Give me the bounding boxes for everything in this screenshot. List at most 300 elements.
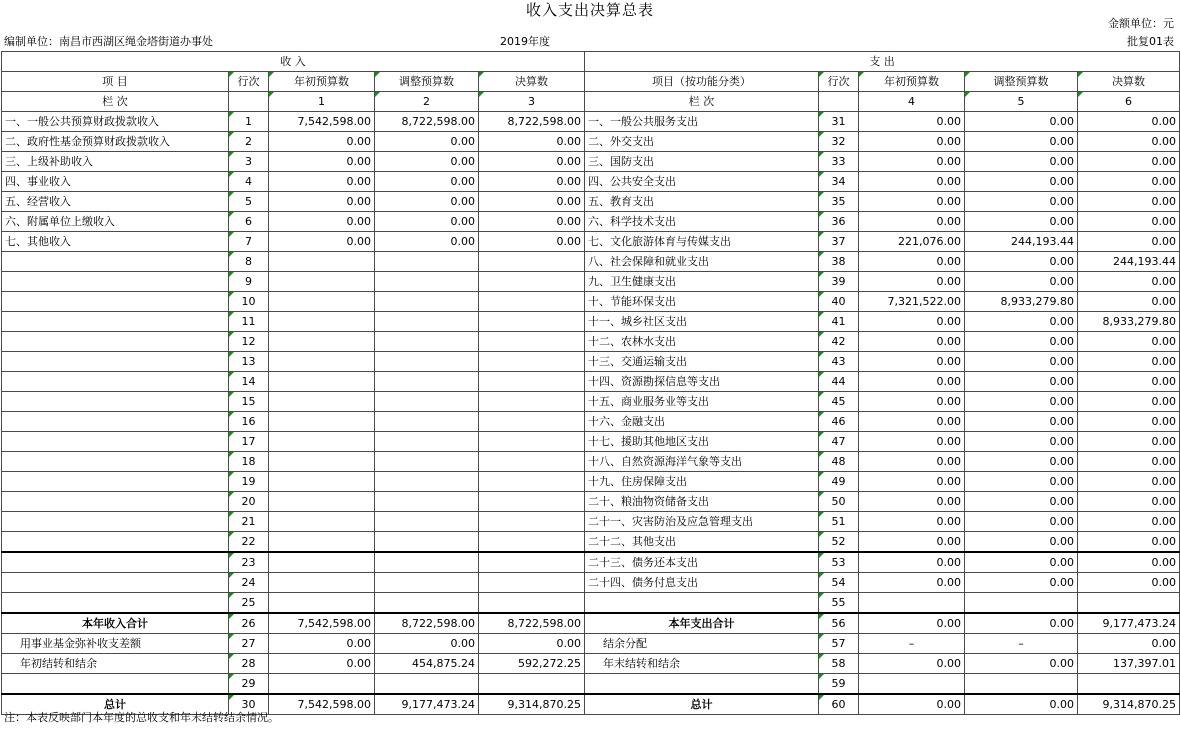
col-header-final: 决算数 bbox=[1078, 72, 1180, 92]
income-initial-budget: 7,542,598.00 bbox=[269, 694, 375, 715]
col-header-initial-budget: 年初预算数 bbox=[859, 72, 965, 92]
table-row bbox=[2, 212, 1180, 232]
currency-unit: 金额单位：元 bbox=[1108, 17, 1174, 30]
expense-initial-budget: 0.00 bbox=[859, 613, 965, 634]
income-final bbox=[479, 352, 585, 372]
income-adjusted-budget: 8,722,598.00 bbox=[375, 613, 479, 634]
expense-adjusted-budget: 244,193.44 bbox=[965, 232, 1078, 252]
expense-final: 0.00 bbox=[1078, 472, 1180, 492]
expense-row-no: 59 bbox=[819, 674, 859, 695]
col-index-3: 3 bbox=[479, 92, 585, 112]
expense-row-no: 57 bbox=[819, 634, 859, 654]
col-header-item-func: 项目（按功能分类） bbox=[585, 72, 819, 92]
col-header-row-no: 行次 bbox=[819, 72, 859, 92]
income-final bbox=[479, 492, 585, 512]
income-final bbox=[479, 552, 585, 573]
expense-group-header: 支 出 bbox=[585, 52, 1180, 72]
expense-row-no: 56 bbox=[819, 613, 859, 634]
expense-final: 244,193.44 bbox=[1078, 252, 1180, 272]
expense-adjusted-budget: 0.00 bbox=[965, 654, 1078, 674]
expense-final: 0.00 bbox=[1078, 112, 1180, 132]
income-item: 四、事业收入 bbox=[2, 172, 229, 192]
expense-item: 总计 bbox=[585, 694, 819, 715]
expense-initial-budget: 0.00 bbox=[859, 172, 965, 192]
expense-final: 0.00 bbox=[1078, 192, 1180, 212]
income-item bbox=[2, 432, 229, 452]
expense-row-no: 48 bbox=[819, 452, 859, 472]
income-row-no: 13 bbox=[229, 352, 269, 372]
table-row bbox=[2, 512, 1180, 532]
income-row-no: 18 bbox=[229, 452, 269, 472]
expense-adjusted-budget: 0.00 bbox=[965, 432, 1078, 452]
expense-item: 五、教育支出 bbox=[585, 192, 819, 212]
expense-row-no: 51 bbox=[819, 512, 859, 532]
table-row bbox=[2, 532, 1180, 553]
income-initial-budget: 0.00 bbox=[269, 232, 375, 252]
income-initial-budget: 0.00 bbox=[269, 132, 375, 152]
expense-initial-budget: 0.00 bbox=[859, 552, 965, 573]
expense-adjusted-budget: 0.00 bbox=[965, 532, 1078, 553]
expense-final: 8,933,279.80 bbox=[1078, 312, 1180, 332]
expense-item: 本年支出合计 bbox=[585, 613, 819, 634]
income-adjusted-budget bbox=[375, 252, 479, 272]
income-item bbox=[2, 512, 229, 532]
expense-item: 十五、商业服务业等支出 bbox=[585, 392, 819, 412]
income-item: 五、经营收入 bbox=[2, 192, 229, 212]
expense-final: 0.00 bbox=[1078, 432, 1180, 452]
income-adjusted-budget: 0.00 bbox=[375, 152, 479, 172]
expense-final: 0.00 bbox=[1078, 392, 1180, 412]
income-row-no: 11 bbox=[229, 312, 269, 332]
income-expense-table bbox=[1, 51, 1180, 715]
expense-final bbox=[1078, 593, 1180, 614]
income-adjusted-budget: 454,875.24 bbox=[375, 654, 479, 674]
income-item: 年初结转和结余 bbox=[2, 654, 229, 674]
income-initial-budget bbox=[269, 252, 375, 272]
expense-row-no: 39 bbox=[819, 272, 859, 292]
income-item bbox=[2, 452, 229, 472]
expense-initial-budget: 0.00 bbox=[859, 192, 965, 212]
table-row bbox=[2, 132, 1180, 152]
col-index-6: 6 bbox=[1078, 92, 1180, 112]
income-final: 0.00 bbox=[479, 132, 585, 152]
expense-row-no: 55 bbox=[819, 593, 859, 614]
income-initial-budget bbox=[269, 272, 375, 292]
income-row-no: 4 bbox=[229, 172, 269, 192]
income-item bbox=[2, 492, 229, 512]
table-row bbox=[2, 654, 1180, 674]
income-item bbox=[2, 272, 229, 292]
expense-item: 十三、交通运输支出 bbox=[585, 352, 819, 372]
income-item bbox=[2, 292, 229, 312]
col-header-row-no: 行次 bbox=[229, 72, 269, 92]
table-row bbox=[2, 674, 1180, 695]
expense-row-no: 47 bbox=[819, 432, 859, 452]
income-item: 本年收入合计 bbox=[2, 613, 229, 634]
expense-row-no: 46 bbox=[819, 412, 859, 432]
expense-row-no: 42 bbox=[819, 332, 859, 352]
income-adjusted-budget: 0.00 bbox=[375, 132, 479, 152]
expense-initial-budget: 0.00 bbox=[859, 573, 965, 593]
expense-row-no: 32 bbox=[819, 132, 859, 152]
income-final bbox=[479, 512, 585, 532]
expense-final: 0.00 bbox=[1078, 212, 1180, 232]
expense-final: 0.00 bbox=[1078, 232, 1180, 252]
income-item bbox=[2, 472, 229, 492]
income-adjusted-budget bbox=[375, 532, 479, 553]
income-item bbox=[2, 573, 229, 593]
table-row bbox=[2, 352, 1180, 372]
income-row-no: 28 bbox=[229, 654, 269, 674]
expense-item: 十九、住房保障支出 bbox=[585, 472, 819, 492]
table-row bbox=[2, 593, 1180, 614]
income-row-no: 9 bbox=[229, 272, 269, 292]
table-row bbox=[2, 292, 1180, 312]
table-row bbox=[2, 112, 1180, 132]
income-row-no: 30 bbox=[229, 694, 269, 715]
income-item: 二、政府性基金预算财政拨款收入 bbox=[2, 132, 229, 152]
income-row-no: 24 bbox=[229, 573, 269, 593]
col-header-item: 项 目 bbox=[2, 72, 229, 92]
expense-adjusted-budget: 0.00 bbox=[965, 492, 1078, 512]
expense-initial-budget: 0.00 bbox=[859, 492, 965, 512]
income-adjusted-budget bbox=[375, 272, 479, 292]
expense-final: 9,177,473.24 bbox=[1078, 613, 1180, 634]
expense-adjusted-budget: 0.00 bbox=[965, 152, 1078, 172]
income-initial-budget bbox=[269, 332, 375, 352]
income-initial-budget: 0.00 bbox=[269, 212, 375, 232]
income-final bbox=[479, 452, 585, 472]
expense-item: 三、国防支出 bbox=[585, 152, 819, 172]
income-final: 0.00 bbox=[479, 152, 585, 172]
expense-initial-budget: 0.00 bbox=[859, 272, 965, 292]
expense-item: 二、外交支出 bbox=[585, 132, 819, 152]
expense-item: 九、卫生健康支出 bbox=[585, 272, 819, 292]
income-row-no: 12 bbox=[229, 332, 269, 352]
expense-row-no: 34 bbox=[819, 172, 859, 192]
col-label: 栏 次 bbox=[585, 92, 819, 112]
expense-item: 二十、粮油物资储备支出 bbox=[585, 492, 819, 512]
income-row-no: 26 bbox=[229, 613, 269, 634]
expense-adjusted-budget bbox=[965, 593, 1078, 614]
expense-adjusted-budget: 8,933,279.80 bbox=[965, 292, 1078, 312]
income-initial-budget bbox=[269, 573, 375, 593]
expense-final: 0.00 bbox=[1078, 272, 1180, 292]
income-final bbox=[479, 412, 585, 432]
expense-row-no: 40 bbox=[819, 292, 859, 312]
expense-final: 0.00 bbox=[1078, 372, 1180, 392]
expense-initial-budget: 0.00 bbox=[859, 212, 965, 232]
expense-adjusted-budget: 0.00 bbox=[965, 613, 1078, 634]
income-row-no: 1 bbox=[229, 112, 269, 132]
table-row bbox=[2, 392, 1180, 412]
income-row-no: 15 bbox=[229, 392, 269, 412]
income-adjusted-budget bbox=[375, 452, 479, 472]
expense-final: 0.00 bbox=[1078, 532, 1180, 553]
expense-initial-budget: 221,076.00 bbox=[859, 232, 965, 252]
expense-final: 9,314,870.25 bbox=[1078, 694, 1180, 715]
income-row-no: 10 bbox=[229, 292, 269, 312]
income-final: 0.00 bbox=[479, 232, 585, 252]
income-initial-budget bbox=[269, 472, 375, 492]
expense-item: 十、节能环保支出 bbox=[585, 292, 819, 312]
table-row bbox=[2, 152, 1180, 172]
income-row-no: 16 bbox=[229, 412, 269, 432]
income-adjusted-budget bbox=[375, 674, 479, 695]
income-adjusted-budget: 0.00 bbox=[375, 232, 479, 252]
income-item: 三、上级补助收入 bbox=[2, 152, 229, 172]
income-initial-budget: 0.00 bbox=[269, 192, 375, 212]
expense-item: 二十三、债务还本支出 bbox=[585, 552, 819, 573]
income-adjusted-budget bbox=[375, 292, 479, 312]
income-row-no: 2 bbox=[229, 132, 269, 152]
col-header-adjusted-budget: 调整预算数 bbox=[965, 72, 1078, 92]
expense-item bbox=[585, 674, 819, 695]
income-final bbox=[479, 432, 585, 452]
income-final bbox=[479, 674, 585, 695]
col-header-initial-budget: 年初预算数 bbox=[269, 72, 375, 92]
col-label: 栏 次 bbox=[2, 92, 229, 112]
expense-row-no: 36 bbox=[819, 212, 859, 232]
expense-item: 七、文化旅游体育与传媒支出 bbox=[585, 232, 819, 252]
expense-row-no: 33 bbox=[819, 152, 859, 172]
income-initial-budget bbox=[269, 674, 375, 695]
expense-initial-budget bbox=[859, 674, 965, 695]
expense-adjusted-budget: 0.00 bbox=[965, 172, 1078, 192]
income-initial-budget bbox=[269, 312, 375, 332]
footnote: 注：本表反映部门本年度的总收支和年末结转结余情况。 bbox=[4, 711, 279, 724]
expense-adjusted-budget: 0.00 bbox=[965, 332, 1078, 352]
income-adjusted-budget: 9,177,473.24 bbox=[375, 694, 479, 715]
income-initial-budget: 0.00 bbox=[269, 152, 375, 172]
income-row-no: 5 bbox=[229, 192, 269, 212]
expense-item: 十七、援助其他地区支出 bbox=[585, 432, 819, 452]
expense-initial-budget: 0.00 bbox=[859, 392, 965, 412]
income-final bbox=[479, 332, 585, 352]
col-index-2: 2 bbox=[375, 92, 479, 112]
expense-initial-budget bbox=[859, 593, 965, 614]
col-label-blank bbox=[819, 92, 859, 112]
expense-item: 二十一、灾害防治及应急管理支出 bbox=[585, 512, 819, 532]
income-final bbox=[479, 312, 585, 332]
col-index-4: 4 bbox=[859, 92, 965, 112]
expense-initial-budget: 0.00 bbox=[859, 332, 965, 352]
col-header-adjusted-budget: 调整预算数 bbox=[375, 72, 479, 92]
report-title: 收入支出决算总表 bbox=[525, 1, 654, 19]
expense-item: 结余分配 bbox=[585, 634, 819, 654]
income-adjusted-budget: 0.00 bbox=[375, 192, 479, 212]
table-row bbox=[2, 372, 1180, 392]
income-item: 总计 bbox=[2, 694, 229, 715]
expense-final: 0.00 bbox=[1078, 172, 1180, 192]
income-adjusted-budget: 8,722,598.00 bbox=[375, 112, 479, 132]
income-final: 9,314,870.25 bbox=[479, 694, 585, 715]
expense-final: 0.00 bbox=[1078, 352, 1180, 372]
expense-final: 0.00 bbox=[1078, 492, 1180, 512]
expense-initial-budget: 0.00 bbox=[859, 312, 965, 332]
income-adjusted-budget bbox=[375, 392, 479, 412]
income-initial-budget: 0.00 bbox=[269, 634, 375, 654]
income-adjusted-budget: 0.00 bbox=[375, 634, 479, 654]
expense-item: 十二、农林水支出 bbox=[585, 332, 819, 352]
income-final bbox=[479, 292, 585, 312]
expense-adjusted-budget: 0.00 bbox=[965, 352, 1078, 372]
expense-initial-budget: 0.00 bbox=[859, 252, 965, 272]
expense-initial-budget: 7,321,522.00 bbox=[859, 292, 965, 312]
income-row-no: 19 bbox=[229, 472, 269, 492]
expense-adjusted-budget: 0.00 bbox=[965, 552, 1078, 573]
expense-adjusted-budget: 0.00 bbox=[965, 512, 1078, 532]
expense-final: 0.00 bbox=[1078, 452, 1180, 472]
income-row-no: 14 bbox=[229, 372, 269, 392]
income-adjusted-budget: 0.00 bbox=[375, 172, 479, 192]
income-adjusted-budget bbox=[375, 352, 479, 372]
income-initial-budget bbox=[269, 412, 375, 432]
expense-adjusted-budget: 0.00 bbox=[965, 694, 1078, 715]
income-item: 一、一般公共预算财政拨款收入 bbox=[2, 112, 229, 132]
income-initial-budget bbox=[269, 492, 375, 512]
expense-adjusted-budget: 0.00 bbox=[965, 452, 1078, 472]
income-row-no: 23 bbox=[229, 552, 269, 573]
expense-initial-budget: 0.00 bbox=[859, 132, 965, 152]
income-adjusted-budget bbox=[375, 372, 479, 392]
expense-initial-budget: 0.00 bbox=[859, 694, 965, 715]
expense-final: 0.00 bbox=[1078, 573, 1180, 593]
table-row bbox=[2, 432, 1180, 452]
col-header-final: 决算数 bbox=[479, 72, 585, 92]
expense-adjusted-budget: 0.00 bbox=[965, 412, 1078, 432]
income-item: 七、其他收入 bbox=[2, 232, 229, 252]
income-adjusted-budget bbox=[375, 472, 479, 492]
table-row bbox=[2, 252, 1180, 272]
expense-row-no: 43 bbox=[819, 352, 859, 372]
expense-adjusted-budget: 0.00 bbox=[965, 132, 1078, 152]
income-initial-budget bbox=[269, 452, 375, 472]
income-adjusted-budget bbox=[375, 552, 479, 573]
income-adjusted-budget bbox=[375, 412, 479, 432]
income-final bbox=[479, 372, 585, 392]
expense-final: 0.00 bbox=[1078, 512, 1180, 532]
expense-row-no: 50 bbox=[819, 492, 859, 512]
expense-initial-budget: 0.00 bbox=[859, 372, 965, 392]
income-row-no: 7 bbox=[229, 232, 269, 252]
expense-item: 八、社会保障和就业支出 bbox=[585, 252, 819, 272]
income-row-no: 17 bbox=[229, 432, 269, 452]
income-row-no: 20 bbox=[229, 492, 269, 512]
income-initial-budget bbox=[269, 392, 375, 412]
expense-row-no: 35 bbox=[819, 192, 859, 212]
income-adjusted-budget: 0.00 bbox=[375, 212, 479, 232]
income-row-no: 6 bbox=[229, 212, 269, 232]
expense-adjusted-budget: 0.00 bbox=[965, 212, 1078, 232]
expense-row-no: 53 bbox=[819, 552, 859, 573]
expense-row-no: 44 bbox=[819, 372, 859, 392]
table-row bbox=[2, 312, 1180, 332]
col-index-5: 5 bbox=[965, 92, 1078, 112]
expense-adjusted-budget: 0.00 bbox=[965, 252, 1078, 272]
income-item bbox=[2, 412, 229, 432]
income-item bbox=[2, 312, 229, 332]
expense-item: 四、公共安全支出 bbox=[585, 172, 819, 192]
expense-initial-budget: 0.00 bbox=[859, 654, 965, 674]
income-initial-budget bbox=[269, 512, 375, 532]
col-label-blank bbox=[229, 92, 269, 112]
expense-final: 0.00 bbox=[1078, 132, 1180, 152]
expense-item: 年末结转和结余 bbox=[585, 654, 819, 674]
income-final: 0.00 bbox=[479, 192, 585, 212]
table-row bbox=[2, 192, 1180, 212]
income-initial-budget: 0.00 bbox=[269, 654, 375, 674]
income-initial-budget: 7,542,598.00 bbox=[269, 112, 375, 132]
income-item bbox=[2, 372, 229, 392]
expense-final: 0.00 bbox=[1078, 332, 1180, 352]
expense-row-no: 41 bbox=[819, 312, 859, 332]
expense-item: 十六、金融支出 bbox=[585, 412, 819, 432]
expense-initial-budget: – bbox=[859, 634, 965, 654]
income-final: 8,722,598.00 bbox=[479, 613, 585, 634]
table-row bbox=[2, 472, 1180, 492]
income-final: 0.00 bbox=[479, 172, 585, 192]
table-row bbox=[2, 332, 1180, 352]
table-row bbox=[2, 492, 1180, 512]
income-final bbox=[479, 532, 585, 553]
expense-initial-budget: 0.00 bbox=[859, 112, 965, 132]
expense-row-no: 54 bbox=[819, 573, 859, 593]
income-item bbox=[2, 392, 229, 412]
table-row bbox=[2, 573, 1180, 593]
expense-initial-budget: 0.00 bbox=[859, 152, 965, 172]
expense-initial-budget: 0.00 bbox=[859, 452, 965, 472]
income-initial-budget bbox=[269, 552, 375, 573]
income-initial-budget bbox=[269, 432, 375, 452]
income-adjusted-budget bbox=[375, 593, 479, 614]
expense-item: 一、一般公共服务支出 bbox=[585, 112, 819, 132]
income-final bbox=[479, 573, 585, 593]
income-adjusted-budget bbox=[375, 332, 479, 352]
expense-row-no: 49 bbox=[819, 472, 859, 492]
expense-row-no: 58 bbox=[819, 654, 859, 674]
income-group-header: 收 入 bbox=[2, 52, 585, 72]
expense-item: 十一、城乡社区支出 bbox=[585, 312, 819, 332]
income-final: 8,722,598.00 bbox=[479, 112, 585, 132]
expense-final: 137,397.01 bbox=[1078, 654, 1180, 674]
expense-adjusted-budget: 0.00 bbox=[965, 192, 1078, 212]
income-item bbox=[2, 552, 229, 573]
income-initial-budget bbox=[269, 593, 375, 614]
expense-initial-budget: 0.00 bbox=[859, 352, 965, 372]
expense-adjusted-budget: 0.00 bbox=[965, 372, 1078, 392]
expense-row-no: 60 bbox=[819, 694, 859, 715]
income-row-no: 8 bbox=[229, 252, 269, 272]
expense-adjusted-budget bbox=[965, 674, 1078, 695]
table-row bbox=[2, 172, 1180, 192]
income-initial-budget: 0.00 bbox=[269, 172, 375, 192]
expense-item: 二十二、其他支出 bbox=[585, 532, 819, 553]
expense-adjusted-budget: 0.00 bbox=[965, 472, 1078, 492]
income-row-no: 29 bbox=[229, 674, 269, 695]
expense-row-no: 31 bbox=[819, 112, 859, 132]
income-final bbox=[479, 252, 585, 272]
table-row bbox=[2, 613, 1180, 634]
income-initial-budget: 7,542,598.00 bbox=[269, 613, 375, 634]
income-final: 592,272.25 bbox=[479, 654, 585, 674]
income-item bbox=[2, 252, 229, 272]
table-row bbox=[2, 272, 1180, 292]
form-number: 批复01表 bbox=[1127, 35, 1174, 48]
table-row bbox=[2, 552, 1180, 573]
expense-item bbox=[585, 593, 819, 614]
income-final: 0.00 bbox=[479, 212, 585, 232]
